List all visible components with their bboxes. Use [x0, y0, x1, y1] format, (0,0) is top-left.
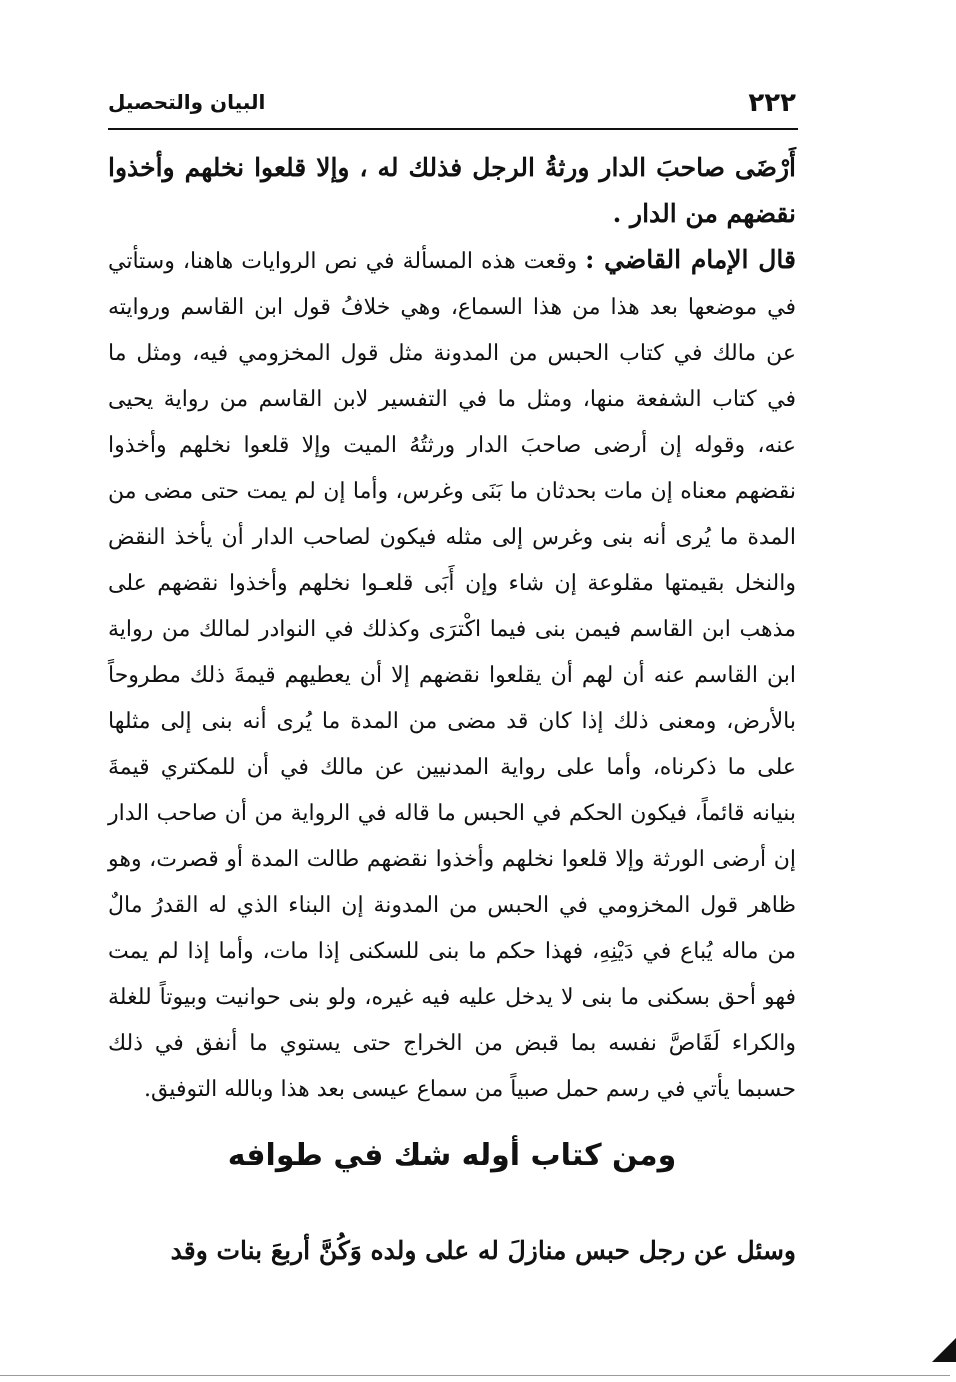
commentary-text: وقعت هذه المسألة في نص الروايات هاهنا، وستأتي في موضعها بعد هذا من هذا السماع، وهي خلافُ قول ابن القاسم وروايته عن مالك في كتاب الحبس من المدونة مثل قول المخزومي فيه، ومثل ما في كتاب الشفعة منها، ومثل ما في التفسير لابن القاسم من رواية يحيى عنه، وقوله إن أرضى صاحبَ الدار ورثتُهُ الميت وإلا قلعوا نخلهم وأخذوا نقضهم معناه إن مات بحدثان ما بَنَى وغرس، وأما إن لم يمت حتى مضى من المدة ما يُرى أنه بنى وغرس إلى مثله فيكون لصاحب الدار أن يأخذ النقض والنخل بقيمتها مقلوعة إن شاء وإن أَبَى قلعـوا نخلهم وأخذوا نقضهم على مذهب ابن القاسم فيمن بنى فيما اكْترَى وكذلك في النوادر لمالك من رواية ابن القاسم عنه أن لهم أن يقلعوا نقضهم إلا أن يعطيهم قيمةَ ذلك مطروحاً بالأرض، ومعنى ذلك إذا كان قد مضى من المدة ما يُرى أنه بنى إلى مثلها على ما ذكرناه، وأما على رواية المدنيين عن مالك في أن للمكتري قيمةَ بنيانه قائماً، فيكون الحكم في الحبس ما قاله في الرواية من أن صاحب الدار إن أرضى الورثة وإلا قلعوا نخلهم وأخذوا نقضهم طالت المدة أو قصرت، وهو ظاهر قول المخزومي في الحبس من المدونة إن البناء الذي له القدرُ مالٌ من ماله يُباع في دَيْنِهِ، فهذا حكم ما بنى للسكنى إذا مات، وأما إذا لم يمت فهو أحق بسكنى ما بنى لا يدخل عليه فيه غيره، ولو بنى حوانيت وبيوتاً للغلة والكراء لَقَاصَّ نفسه بما قبض من الخراج حتى يستوي ما أنفق في ذلك حسبما يأتي في رسم حمل صبياً من سماع عيسى بعد هذا وبالله التوفيق. [108, 249, 797, 1102]
header-rule [108, 128, 798, 130]
commentary-paragraph [108, 237, 796, 1113]
page-corner-mark [932, 1338, 956, 1362]
main-text [108, 145, 796, 1113]
section-heading: ومن كتاب أوله شك في طوافه [227, 1138, 677, 1173]
bottom-rule [0, 1375, 950, 1376]
intro-paragraph: أَرْضَى صاحبَ الدار ورثةُ الرجل فذلك له ، وإلا قلعوا نخلهم وأخذوا نقضهم من الدار . [108, 153, 796, 228]
speaker-label: قال الإمام القاضي : [585, 245, 796, 274]
page-number: ٢٢٢ [748, 88, 796, 118]
next-paragraph: وسئل عن رجل حبس منازلَ له على ولده وَكُنَّ أربعَ بنات وقد [170, 1236, 796, 1265]
running-title: البيان والتحصيل [108, 90, 266, 114]
page-header [108, 88, 796, 128]
